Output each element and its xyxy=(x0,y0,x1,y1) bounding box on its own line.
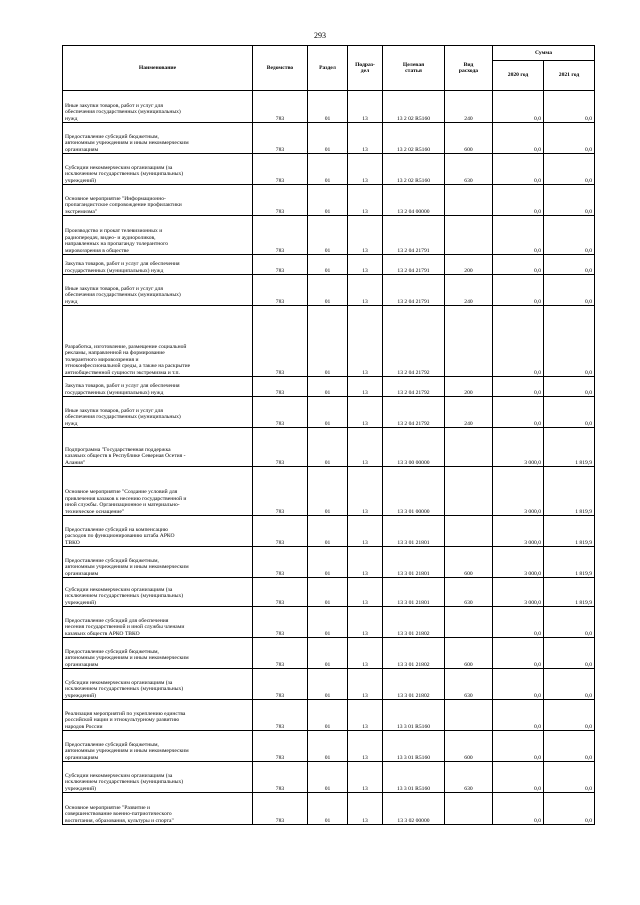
row-target-item: 13 3 00 00000 xyxy=(383,428,445,467)
header-year-2020: 2020 год xyxy=(493,61,544,91)
row-subsection: 13 xyxy=(348,669,383,700)
row-section: 01 xyxy=(308,547,348,578)
table-row xyxy=(63,731,595,762)
row-section: 01 xyxy=(308,255,348,275)
row-section: 01 xyxy=(308,669,348,700)
row-expense-type: 630 xyxy=(445,578,493,607)
row-name: Основное мероприятие "Информационно- пропагандистское сопровождение профилактики экстремизма" xyxy=(63,185,253,216)
row-sum-2020: 0,0 xyxy=(493,275,544,306)
row-department: 783 xyxy=(253,793,308,825)
row-sum-2021: 0,0 xyxy=(544,154,595,185)
table-row xyxy=(63,638,595,669)
row-section: 01 xyxy=(308,762,348,793)
row-sum-2020: 3 000,0 xyxy=(493,428,544,467)
row-name: Разработка, изготовление, размещение социальной рекламы, направленной на формирование толерантного мировоззрения и этноконфессиональной среды, а также на раскрытие антиобщественной сущности экстремизма и т.п. xyxy=(63,306,253,377)
row-sum-2020: 0,0 xyxy=(493,154,544,185)
row-subsection: 13 xyxy=(348,397,383,428)
row-target-item: 13 2 02 R5160 xyxy=(383,154,445,185)
row-name: Предоставление субсидий бюджетным, автономным учреждениям и иным некоммерческим организациям xyxy=(63,547,253,578)
row-expense-type xyxy=(445,607,493,638)
row-target-item: 13 2 04 21791 xyxy=(383,216,445,255)
header-year-2021: 2021 год xyxy=(544,61,595,91)
row-sum-2020: 0,0 xyxy=(493,700,544,731)
row-sum-2021: 0,0 xyxy=(544,216,595,255)
row-department: 783 xyxy=(253,607,308,638)
row-expense-type: 200 xyxy=(445,255,493,275)
row-target-item: 13 3 01 21801 xyxy=(383,547,445,578)
row-expense-type: 600 xyxy=(445,731,493,762)
row-department: 783 xyxy=(253,185,308,216)
table-row xyxy=(63,467,595,516)
row-subsection: 13 xyxy=(348,306,383,377)
row-name: Предоставление субсидий бюджетным, автономным учреждениям и иным некоммерческим организациям xyxy=(63,638,253,669)
row-name: Субсидии некоммерческим организациям (за исключением государственных (муниципальных) учреждений) xyxy=(63,762,253,793)
row-target-item: 13 3 01 00000 xyxy=(383,467,445,516)
table-row xyxy=(63,185,595,216)
row-department: 783 xyxy=(253,123,308,154)
row-department: 783 xyxy=(253,669,308,700)
row-section: 01 xyxy=(308,306,348,377)
row-department: 783 xyxy=(253,428,308,467)
row-expense-type xyxy=(445,216,493,255)
row-expense-type: 600 xyxy=(445,638,493,669)
row-department: 783 xyxy=(253,762,308,793)
row-subsection: 13 xyxy=(348,467,383,516)
row-subsection: 13 xyxy=(348,793,383,825)
header-section: Раздел xyxy=(308,46,348,91)
header-subsection: Подраз- дел xyxy=(348,46,383,91)
row-sum-2021: 1 819,9 xyxy=(544,516,595,547)
row-section: 01 xyxy=(308,377,348,397)
row-expense-type: 630 xyxy=(445,154,493,185)
table-header xyxy=(63,46,595,91)
row-subsection: 13 xyxy=(348,700,383,731)
table-row xyxy=(63,428,595,467)
row-department: 783 xyxy=(253,91,308,123)
row-name: Предоставление субсидий на компенсацию расходов по функционированию штаба АРКО ТВКО xyxy=(63,516,253,547)
row-subsection: 13 xyxy=(348,762,383,793)
row-target-item: 13 3 01 21801 xyxy=(383,578,445,607)
row-subsection: 13 xyxy=(348,607,383,638)
table-row xyxy=(63,547,595,578)
row-sum-2020: 0,0 xyxy=(493,669,544,700)
row-subsection: 13 xyxy=(348,578,383,607)
page-number: 293 xyxy=(314,31,326,40)
row-section: 01 xyxy=(308,607,348,638)
row-department: 783 xyxy=(253,216,308,255)
row-section: 01 xyxy=(308,154,348,185)
row-sum-2020: 0,0 xyxy=(493,306,544,377)
row-name: Иные закупки товаров, работ и услуг для обеспечения государственных (муниципальных) нужд xyxy=(63,91,253,123)
row-expense-type xyxy=(445,467,493,516)
table-row xyxy=(63,397,595,428)
row-department: 783 xyxy=(253,467,308,516)
row-sum-2021: 1 819,9 xyxy=(544,547,595,578)
row-sum-2021: 0,0 xyxy=(544,607,595,638)
row-sum-2021: 1 819,9 xyxy=(544,428,595,467)
row-department: 783 xyxy=(253,306,308,377)
row-department: 783 xyxy=(253,638,308,669)
header-name: Наименование xyxy=(63,46,253,91)
row-sum-2021: 0,0 xyxy=(544,377,595,397)
row-department: 783 xyxy=(253,547,308,578)
table-row xyxy=(63,669,595,700)
row-sum-2021: 0,0 xyxy=(544,762,595,793)
row-section: 01 xyxy=(308,638,348,669)
row-subsection: 13 xyxy=(348,275,383,306)
row-department: 783 xyxy=(253,154,308,185)
header-expense-type: Вид расхода xyxy=(445,46,493,91)
row-target-item: 13 3 01 21802 xyxy=(383,607,445,638)
row-sum-2021: 0,0 xyxy=(544,638,595,669)
row-section: 01 xyxy=(308,578,348,607)
row-target-item: 13 3 01 R5160 xyxy=(383,762,445,793)
table-row xyxy=(63,516,595,547)
row-expense-type xyxy=(445,306,493,377)
table-row xyxy=(63,700,595,731)
row-subsection: 13 xyxy=(348,638,383,669)
row-name: Закупка товаров, работ и услуг для обеспечения государственных (муниципальных) нужд xyxy=(63,377,253,397)
row-name: Производство и прокат телевизионных и радиопередач, видео- и аудиороликов, направленных на пропаганду толерантного мировоззрения в обществе xyxy=(63,216,253,255)
row-name: Предоставление субсидий бюджетным, автономным учреждениям и иным некоммерческим организациям xyxy=(63,731,253,762)
row-sum-2020: 0,0 xyxy=(493,123,544,154)
row-department: 783 xyxy=(253,397,308,428)
row-subsection: 13 xyxy=(348,154,383,185)
row-department: 783 xyxy=(253,275,308,306)
row-name: Иные закупки товаров, работ и услуг для обеспечения государственных (муниципальных) нужд xyxy=(63,275,253,306)
row-sum-2021: 0,0 xyxy=(544,255,595,275)
row-target-item: 13 2 04 21792 xyxy=(383,397,445,428)
row-expense-type: 600 xyxy=(445,123,493,154)
row-target-item: 13 3 01 21801 xyxy=(383,516,445,547)
row-name: Субсидии некоммерческим организациям (за исключением государственных (муниципальных) учреждений) xyxy=(63,578,253,607)
row-target-item: 13 3 01 R5160 xyxy=(383,731,445,762)
row-sum-2021: 0,0 xyxy=(544,700,595,731)
row-target-item: 13 2 04 21792 xyxy=(383,306,445,377)
row-expense-type xyxy=(445,185,493,216)
row-target-item: 13 2 04 00000 xyxy=(383,185,445,216)
row-subsection: 13 xyxy=(348,123,383,154)
row-sum-2020: 0,0 xyxy=(493,607,544,638)
row-sum-2021: 0,0 xyxy=(544,185,595,216)
row-expense-type xyxy=(445,428,493,467)
row-name: Основное мероприятие "Создание условий для привлечения казаков к несению государственной и иной службы. Организационное и материально- техническое оснащение" xyxy=(63,467,253,516)
row-section: 01 xyxy=(308,516,348,547)
row-sum-2020: 0,0 xyxy=(493,216,544,255)
row-sum-2021: 0,0 xyxy=(544,306,595,377)
row-sum-2021: 0,0 xyxy=(544,731,595,762)
table-row xyxy=(63,793,595,825)
row-sum-2020: 0,0 xyxy=(493,397,544,428)
row-name: Субсидии некоммерческим организациям (за исключением государственных (муниципальных) учреждений) xyxy=(63,154,253,185)
row-expense-type: 630 xyxy=(445,669,493,700)
row-section: 01 xyxy=(308,216,348,255)
row-name: Субсидии некоммерческим организациям (за исключением государственных (муниципальных) учреждений) xyxy=(63,669,253,700)
row-section: 01 xyxy=(308,731,348,762)
row-name: Закупка товаров, работ и услуг для обеспечения государственных (муниципальных) нужд xyxy=(63,255,253,275)
row-subsection: 13 xyxy=(348,91,383,123)
row-expense-type xyxy=(445,793,493,825)
row-expense-type xyxy=(445,516,493,547)
row-target-item: 13 2 02 R5160 xyxy=(383,91,445,123)
row-section: 01 xyxy=(308,275,348,306)
row-target-item: 13 2 04 21791 xyxy=(383,275,445,306)
row-target-item: 13 3 02 00000 xyxy=(383,793,445,825)
row-section: 01 xyxy=(308,397,348,428)
row-sum-2020: 0,0 xyxy=(493,762,544,793)
table-row xyxy=(63,154,595,185)
row-sum-2020: 0,0 xyxy=(493,638,544,669)
row-sum-2021: 0,0 xyxy=(544,275,595,306)
row-target-item: 13 2 02 R5160 xyxy=(383,123,445,154)
row-section: 01 xyxy=(308,185,348,216)
row-subsection: 13 xyxy=(348,216,383,255)
row-sum-2021: 0,0 xyxy=(544,397,595,428)
table-row xyxy=(63,91,595,123)
table-row xyxy=(63,306,595,377)
row-section: 01 xyxy=(308,91,348,123)
row-department: 783 xyxy=(253,578,308,607)
row-subsection: 13 xyxy=(348,516,383,547)
row-sum-2021: 0,0 xyxy=(544,793,595,825)
table-row xyxy=(63,607,595,638)
row-section: 01 xyxy=(308,428,348,467)
row-name: Иные закупки товаров, работ и услуг для обеспечения государственных (муниципальных) нужд xyxy=(63,397,253,428)
row-sum-2020: 0,0 xyxy=(493,255,544,275)
row-section: 01 xyxy=(308,123,348,154)
table-row xyxy=(63,275,595,306)
table-body xyxy=(63,91,595,825)
row-name: Предоставление субсидий для обеспечения несения государственной и иной службы членами казачьих обществ АРКО ТВКО xyxy=(63,607,253,638)
row-name: Предоставление субсидий бюджетным, автономным учреждениям и иным некоммерческим организациям xyxy=(63,123,253,154)
row-expense-type xyxy=(445,700,493,731)
table-row xyxy=(63,377,595,397)
table-row xyxy=(63,123,595,154)
row-sum-2021: 1 819,9 xyxy=(544,578,595,607)
header-sum: Сумма xyxy=(493,46,595,61)
row-target-item: 13 3 01 21802 xyxy=(383,638,445,669)
row-sum-2020: 3 000,0 xyxy=(493,516,544,547)
header-target-item: Целевая статья xyxy=(383,46,445,91)
row-name: Основное мероприятие "Развитие и совершенствование военно-патриотического воспитания, образования, культуры и спорта" xyxy=(63,793,253,825)
row-subsection: 13 xyxy=(348,377,383,397)
row-sum-2021: 0,0 xyxy=(544,91,595,123)
row-sum-2021: 0,0 xyxy=(544,669,595,700)
row-name: Подпрограмма "Государственная поддержка казачьих обществ в Республике Северная Осетия - Алания" xyxy=(63,428,253,467)
row-target-item: 13 3 01 21802 xyxy=(383,669,445,700)
row-subsection: 13 xyxy=(348,547,383,578)
row-section: 01 xyxy=(308,793,348,825)
row-sum-2020: 0,0 xyxy=(493,185,544,216)
row-expense-type: 240 xyxy=(445,397,493,428)
row-sum-2020: 3 000,0 xyxy=(493,578,544,607)
table-row xyxy=(63,762,595,793)
row-sum-2020: 3 000,0 xyxy=(493,467,544,516)
row-expense-type: 240 xyxy=(445,91,493,123)
row-sum-2021: 1 819,9 xyxy=(544,467,595,516)
table-row xyxy=(63,255,595,275)
row-department: 783 xyxy=(253,731,308,762)
row-expense-type: 630 xyxy=(445,762,493,793)
budget-table xyxy=(62,45,595,825)
row-sum-2020: 0,0 xyxy=(493,793,544,825)
row-sum-2020: 0,0 xyxy=(493,731,544,762)
row-section: 01 xyxy=(308,700,348,731)
row-sum-2020: 0,0 xyxy=(493,91,544,123)
row-target-item: 13 3 01 R5160 xyxy=(383,700,445,731)
row-sum-2020: 3 000,0 xyxy=(493,547,544,578)
row-department: 783 xyxy=(253,377,308,397)
row-subsection: 13 xyxy=(348,731,383,762)
table-row xyxy=(63,578,595,607)
row-section: 01 xyxy=(308,467,348,516)
row-subsection: 13 xyxy=(348,255,383,275)
row-sum-2020: 0,0 xyxy=(493,377,544,397)
row-expense-type: 240 xyxy=(445,275,493,306)
row-department: 783 xyxy=(253,255,308,275)
row-department: 783 xyxy=(253,700,308,731)
row-expense-type: 600 xyxy=(445,547,493,578)
row-department: 783 xyxy=(253,516,308,547)
row-expense-type: 200 xyxy=(445,377,493,397)
row-sum-2021: 0,0 xyxy=(544,123,595,154)
row-subsection: 13 xyxy=(348,185,383,216)
row-name: Реализация мероприятий по укреплению единства российской нации и этнокультурному развитию народов России xyxy=(63,700,253,731)
row-subsection: 13 xyxy=(348,428,383,467)
row-target-item: 13 2 04 21791 xyxy=(383,255,445,275)
header-department: Ведомство xyxy=(253,46,308,91)
row-target-item: 13 2 04 21792 xyxy=(383,377,445,397)
table-row xyxy=(63,216,595,255)
